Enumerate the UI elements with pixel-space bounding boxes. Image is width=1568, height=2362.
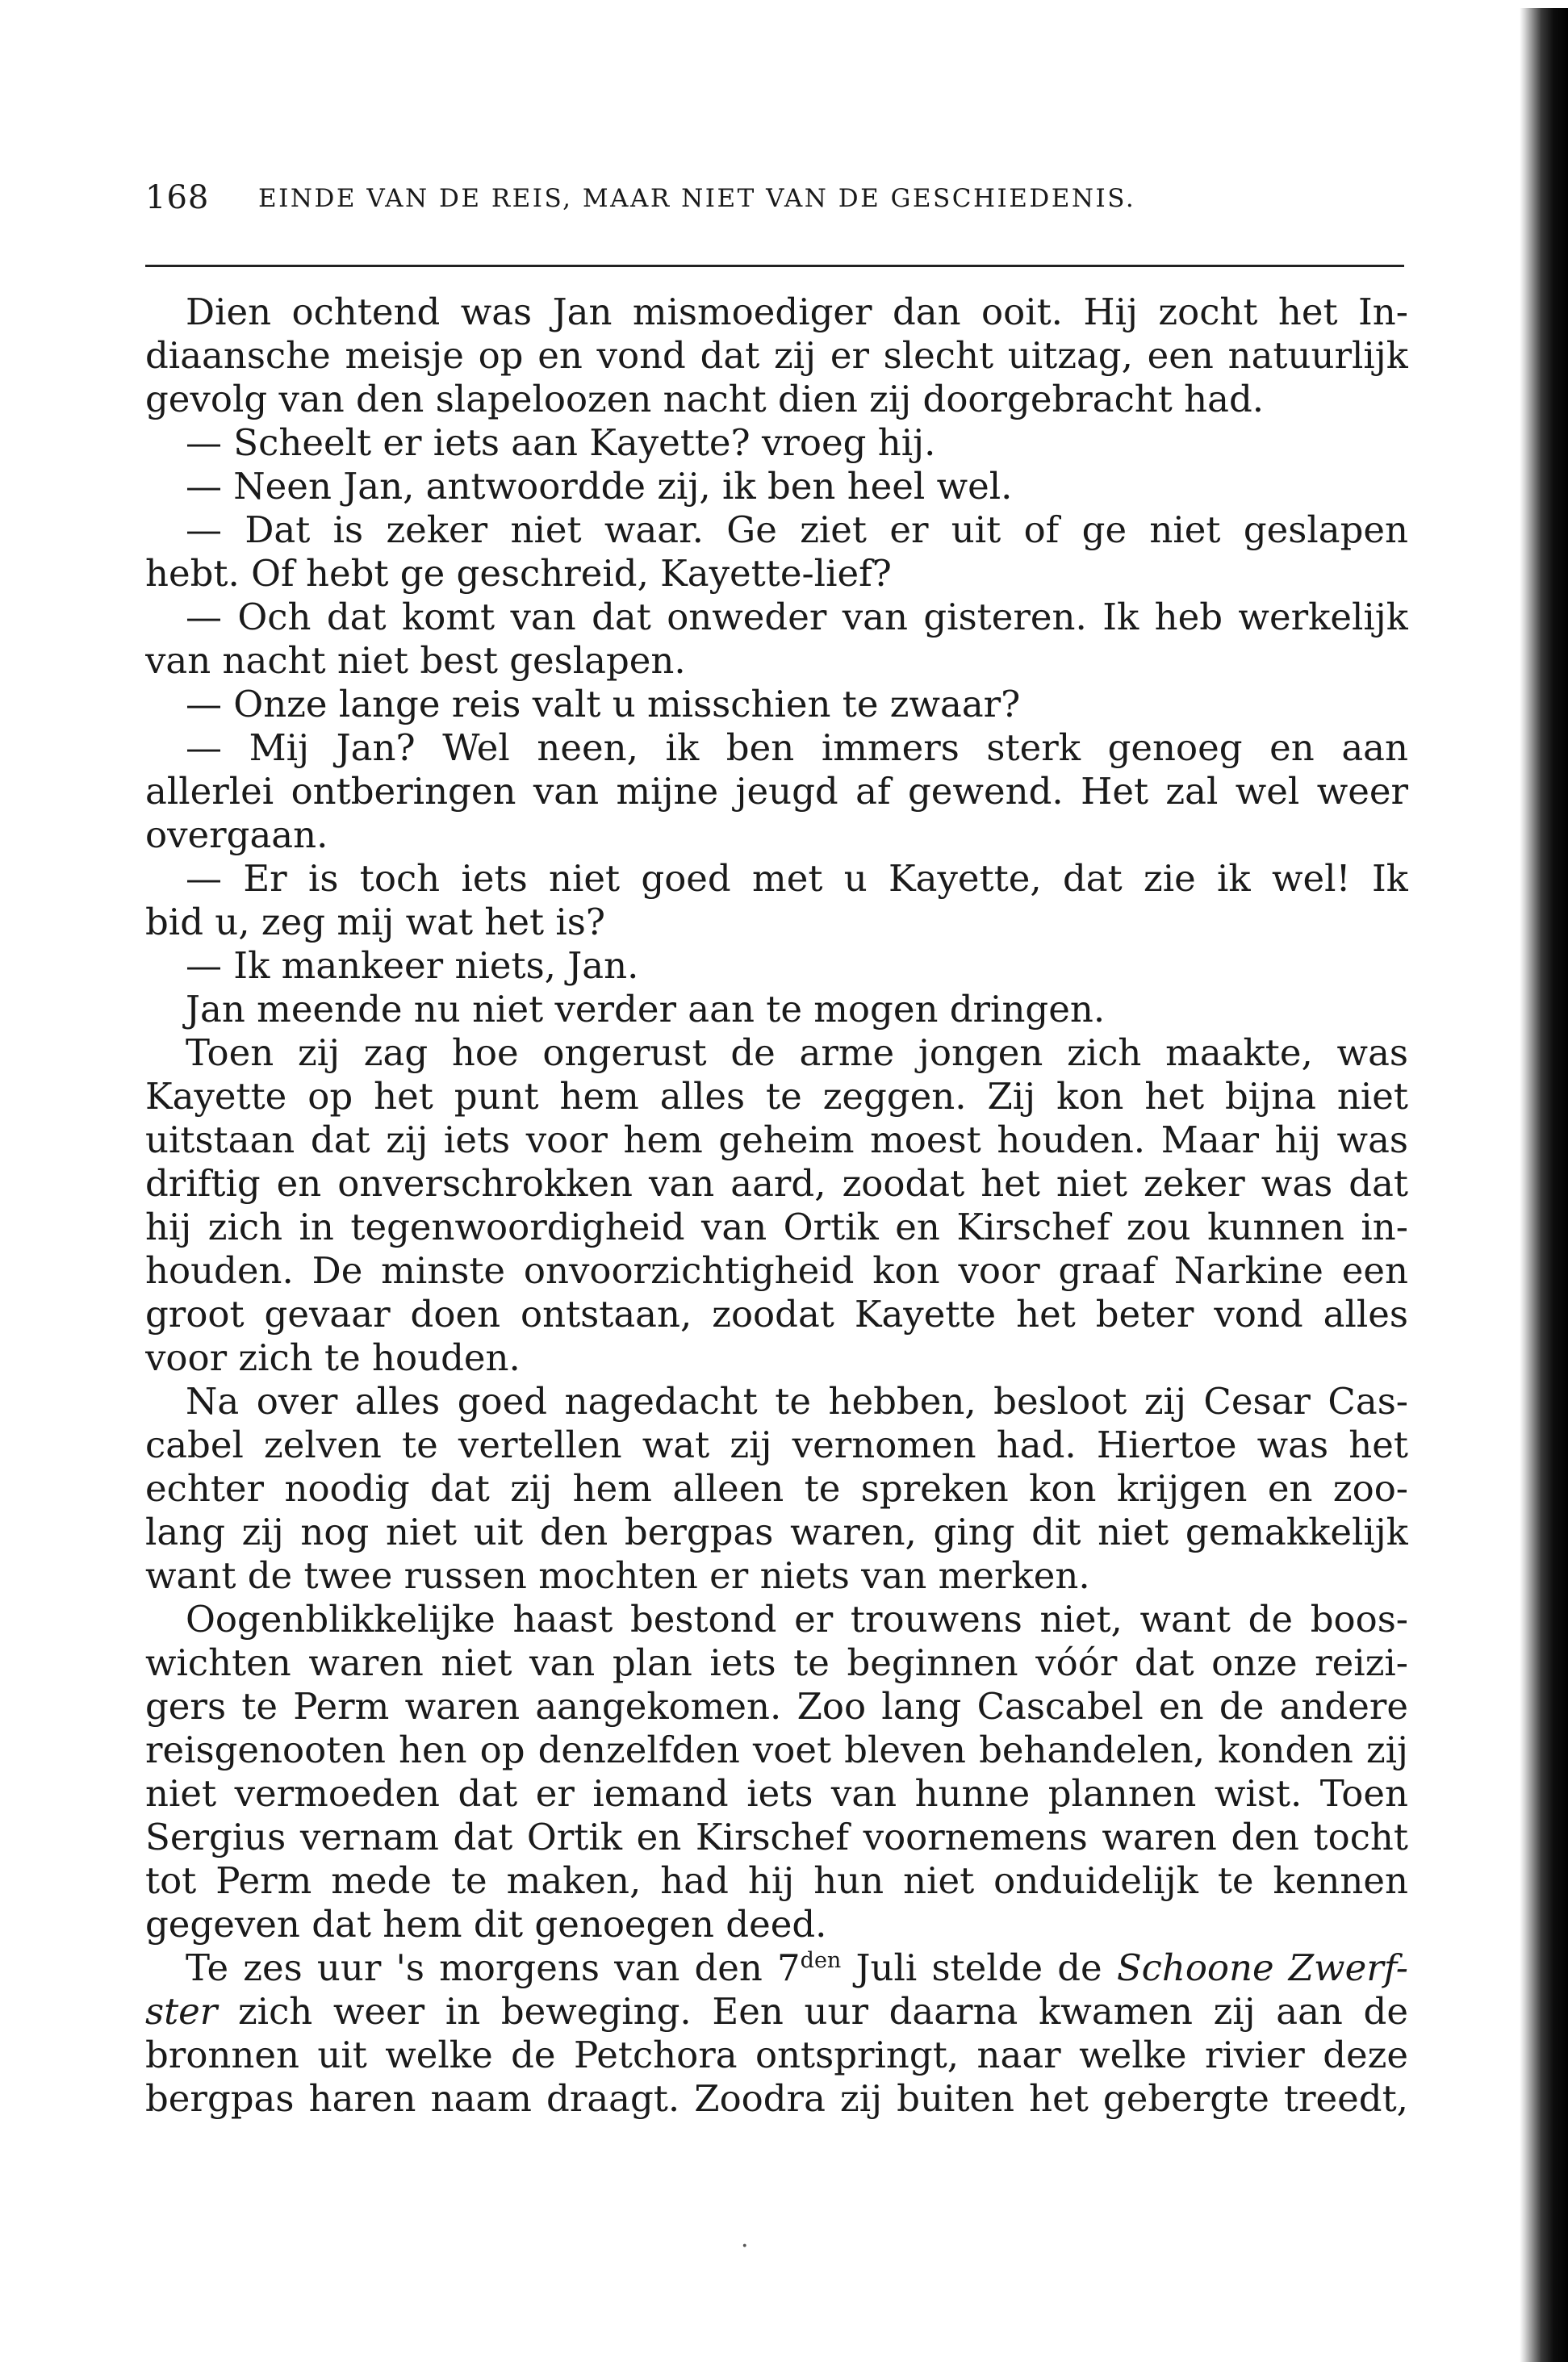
text-line: hebt. Of hebt ge geschreid, Kayette-lief? xyxy=(145,552,892,595)
text-line: bid u, zeg mij wat het is? xyxy=(145,901,606,943)
text-line: wichten waren niet van plan iets te beginnen vóór dat onze reizi- xyxy=(145,1641,1408,1684)
text-segment: Te zes uur 's morgens van den 7 xyxy=(186,1946,801,1989)
text-line: gegeven dat hem dit genoegen deed. xyxy=(145,1903,827,1946)
text-line: houden. De minste onvoorzichtigheid kon voor graaf Narkine een xyxy=(145,1249,1408,1292)
text-line: Dien ochtend was Jan mismoediger dan ooit. Hij zocht het In- xyxy=(186,291,1408,333)
text-line: want de twee russen mochten er niets van merken. xyxy=(145,1554,1090,1597)
text-line: tot Perm mede te maken, had hij hun niet onduidelijk te kennen xyxy=(145,1859,1408,1902)
running-title: EINDE VAN DE REIS, MAAR NIET VAN DE GESCHIEDENIS. xyxy=(258,184,1136,213)
text-line: — Er is toch iets niet goed met u Kayette, dat zie ik wel! Ik xyxy=(186,857,1408,900)
text-line: hij zich in tegenwoordigheid van Ortik en Kirschef zou kunnen in- xyxy=(145,1206,1408,1248)
stray-mark: · xyxy=(741,2232,749,2260)
text-line: niet vermoeden dat er iemand iets van hunne plannen wist. Toen xyxy=(145,1772,1408,1815)
text-line: lang zij nog niet uit den bergpas waren, ging dit niet gemakkelijk xyxy=(145,1511,1408,1553)
text-line xyxy=(145,1946,1408,1990)
page-header xyxy=(145,179,1404,219)
ship-name: ster xyxy=(145,1990,218,2033)
text-line: gevolg van den slapeloozen nacht dien zij doorgebracht had. xyxy=(145,378,1265,420)
text-line xyxy=(145,1990,1408,2034)
date-superscript: den xyxy=(800,1948,842,1973)
text-line: Toen zij zag hoe ongerust de arme jongen zich maakte, was xyxy=(186,1031,1408,1074)
text-line: — Onze lange reis valt u misschien te zwaar? xyxy=(186,683,1021,725)
text-line: voor zich te houden. xyxy=(145,1336,521,1379)
text-line: Oogenblikkelijke haast bestond er trouwens niet, want de boos- xyxy=(186,1598,1408,1641)
text-line: — Och dat komt van dat onweder van gisteren. Ik heb werkelijk xyxy=(186,596,1408,638)
text-segment: Juli stelde de xyxy=(841,1946,1117,1989)
page-number: 168 xyxy=(145,179,210,216)
text-line: driftig en onverschrokken van aard, zoodat het niet zeker was dat xyxy=(145,1162,1408,1205)
text-line: Sergius vernam dat Ortik en Kirschef voornemens waren den tocht xyxy=(145,1816,1408,1858)
text-line: — Neen Jan, antwoordde zij, ik ben heel wel. xyxy=(186,465,1013,508)
text-line: groot gevaar doen ontstaan, zoodat Kayette het beter vond alles xyxy=(145,1293,1408,1336)
text-line: cabel zelven te vertellen wat zij vernomen had. Hiertoe was het xyxy=(145,1423,1408,1466)
text-line: allerlei ontberingen van mijne jeugd af gewend. Het zal wel weer xyxy=(145,770,1408,813)
text-line: echter noodig dat zij hem alleen te spreken kon krijgen en zoo- xyxy=(145,1467,1408,1510)
text-line: — Ik mankeer niets, Jan. xyxy=(186,944,639,987)
text-line: overgaan. xyxy=(145,813,328,856)
text-line: Jan meende nu niet verder aan te mogen dringen. xyxy=(186,988,1106,1031)
ship-name: Schoone Zwerf- xyxy=(1116,1946,1408,1989)
text-line: uitstaan dat zij iets voor hem geheim moest houden. Maar hij was xyxy=(145,1118,1408,1161)
text-line: gers te Perm waren aangekomen. Zoo lang Cascabel en de andere xyxy=(145,1685,1408,1728)
text-line: — Scheelt er iets aan Kayette? vroeg hij. xyxy=(186,421,936,464)
page-binding-edge xyxy=(1520,8,1568,2362)
text-line: Na over alles goed nagedacht te hebben, besloot zij Cesar Cas- xyxy=(186,1380,1408,1423)
text-line: bergpas haren naam draagt. Zoodra zij buiten het gebergte treedt, xyxy=(145,2077,1408,2120)
text-line: reisgenooten hen op denzelfden voet bleven behandelen, konden zij xyxy=(145,1729,1408,1771)
text-line: diaansche meisje op en vond dat zij er slecht uitzag, een natuurlijk xyxy=(145,334,1408,377)
text-line: — Dat is zeker niet waar. Ge ziet er uit of ge niet geslapen xyxy=(186,508,1408,551)
text-line: van nacht niet best geslapen. xyxy=(145,639,686,682)
text-line: — Mij Jan? Wel neen, ik ben immers sterk genoeg en aan xyxy=(186,726,1408,769)
header-rule xyxy=(145,265,1404,267)
text-segment: zich weer in beweging. Een uur daarna kwamen zij aan de xyxy=(217,1990,1408,2033)
body-text xyxy=(145,291,1408,2121)
text-line: bronnen uit welke de Petchora ontspringt, naar welke rivier deze xyxy=(145,2034,1408,2076)
text-line: Kayette op het punt hem alles te zeggen. Zij kon het bijna niet xyxy=(145,1075,1408,1118)
